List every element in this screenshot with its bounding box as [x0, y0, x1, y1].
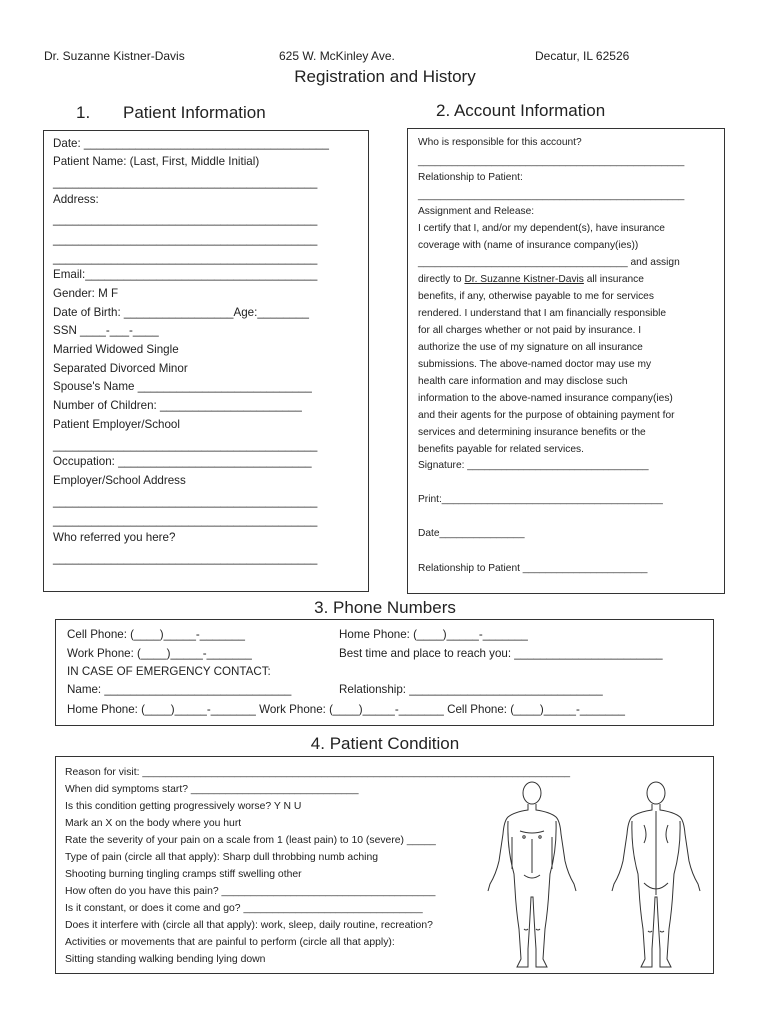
emergency-contact-label: IN CASE OF EMERGENCY CONTACT: — [67, 665, 271, 678]
employer-address-line-2[interactable]: _________________________________________ — [53, 514, 318, 527]
painful-activities-options[interactable]: Sitting standing walking bending lying down — [65, 954, 266, 965]
assignment-text-11: services and determining insurance benefits or the — [418, 427, 646, 438]
assignment-text-directly: directly to Dr. Suzanne Kistner-Davis all insurance — [418, 274, 644, 285]
section-1-number: 1. — [76, 103, 91, 122]
address-label: Address: — [53, 193, 99, 206]
condition-box — [55, 756, 714, 974]
account-info-box — [407, 128, 725, 594]
ssn-field[interactable]: SSN ____-___-____ — [53, 324, 159, 337]
marital-status-row-2[interactable]: Separated Divorced Minor — [53, 362, 188, 375]
phone-box — [55, 619, 714, 726]
employer-field[interactable]: _________________________________________ — [53, 439, 318, 452]
assignment-text-2: coverage with (name of insurance company(ies)) — [418, 240, 639, 251]
assignment-text-9: information to the above-named insurance company(ies) — [418, 393, 673, 404]
cell-phone-field[interactable]: Cell Phone: (____)_____-_______ — [67, 628, 245, 641]
employer-address-label: Employer/School Address — [53, 474, 186, 487]
address-line-3[interactable]: _________________________________________ — [53, 252, 318, 265]
office-address: 625 W. McKinley Ave. — [279, 49, 395, 63]
signature-field[interactable]: Signature: ________________________________ — [418, 460, 649, 471]
section-2-title: 2. Account Information — [436, 101, 606, 120]
referral-field[interactable]: _________________________________________ — [53, 552, 318, 565]
relationship-label: Relationship to Patient: — [418, 172, 523, 183]
responsible-field[interactable]: _______________________________________________ — [418, 156, 685, 167]
body-back-figure[interactable] — [608, 779, 704, 971]
progressively-worse-field[interactable]: Is this condition getting progressively worse? Y N U — [65, 801, 302, 812]
employer-label: Patient Employer/School — [53, 418, 180, 431]
assignment-text-12: benefits payable for related services. — [418, 444, 584, 455]
responsible-label: Who is responsible for this account? — [418, 137, 582, 148]
children-field[interactable]: Number of Children: ______________________ — [53, 399, 302, 412]
date-field[interactable]: Date: ______________________________________ — [53, 137, 329, 150]
address-line-2[interactable]: _________________________________________ — [53, 233, 318, 246]
occupation-field[interactable]: Occupation: ______________________________ — [53, 455, 312, 468]
address-line-1[interactable]: _________________________________________ — [53, 213, 318, 226]
painful-activities-label: Activities or movements that are painful to perform (circle all that apply): — [65, 937, 395, 948]
interference-field[interactable]: Does it interfere with (circle all that apply): work, sleep, daily routine, recreation? — [65, 920, 433, 931]
body-front-figure[interactable] — [484, 779, 580, 971]
insurance-company-field[interactable]: _____________________________________ and assign — [418, 257, 680, 268]
assignment-title: Assignment and Release: — [418, 206, 535, 217]
print-field[interactable]: Print:_______________________________________ — [418, 494, 663, 505]
referral-label: Who referred you here? — [53, 531, 176, 544]
pain-frequency-field[interactable]: How often do you have this pain? _____________________________________ — [65, 886, 436, 897]
spouse-name-field[interactable]: Spouse's Name ___________________________ — [53, 380, 312, 393]
section-3-title: 3. Phone Numbers — [314, 598, 456, 617]
pain-type-row-1[interactable]: Type of pain (circle all that apply): Sharp dull throbbing numb aching — [65, 852, 379, 863]
assignment-text-4: rendered. I understand that I am financially responsible — [418, 308, 667, 319]
constant-or-intermittent-field[interactable]: Is it constant, or does it come and go? _______________________________ — [65, 903, 423, 914]
relationship-field[interactable]: _______________________________________________ — [418, 190, 685, 201]
emergency-phones-field[interactable]: Home Phone: (____)_____-_______ Work Phone: (____)_____-_______ Cell Phone: (____)_____-_______ — [67, 703, 625, 716]
section-4-title: 4. Patient Condition — [310, 734, 460, 753]
employer-address-line-1[interactable]: _________________________________________ — [53, 495, 318, 508]
work-phone-field[interactable]: Work Phone: (____)_____-_______ — [67, 647, 252, 660]
doctor-name-underlined: Dr. Suzanne Kistner-Davis — [464, 274, 584, 285]
relationship-to-patient-field[interactable]: Relationship to Patient ______________________ — [418, 563, 648, 574]
section-1-title: Patient Information — [123, 103, 266, 122]
email-field[interactable]: Email:____________________________________ — [53, 268, 318, 281]
pain-severity-field[interactable]: Rate the severity of your pain on a scale from 1 (least pain) to 10 (severe) _____ — [65, 835, 436, 846]
best-time-field[interactable]: Best time and place to reach you: _______________________ — [339, 647, 663, 660]
assignment-text-7: submissions. The above-named doctor may use my — [418, 359, 652, 370]
assignment-text-5: for all charges whether or not paid by insurance. I — [418, 325, 642, 336]
assignment-text-10: and their agents for the purpose of obtaining payment for — [418, 410, 675, 421]
symptoms-start-field[interactable]: When did symptoms start? _____________________________ — [65, 784, 359, 795]
emergency-name-field[interactable]: Name: _____________________________ — [67, 683, 292, 696]
pain-type-row-2[interactable]: Shooting burning tingling cramps stiff swelling other — [65, 869, 302, 880]
doctor-name: Dr. Suzanne Kistner-Davis — [44, 49, 185, 63]
dob-age-field[interactable]: Date of Birth: _________________Age:________ — [53, 306, 309, 319]
mark-body-label: Mark an X on the body where you hurt — [65, 818, 242, 829]
marital-status-row-1[interactable]: Married Widowed Single — [53, 343, 179, 356]
office-city: Decatur, IL 62526 — [535, 49, 630, 63]
reason-for-visit-field[interactable]: Reason for visit: __________________________________________________________________________ — [65, 767, 571, 778]
assignment-text-1: I certify that I, and/or my dependent(s), have insurance — [418, 223, 665, 234]
patient-info-box — [43, 130, 369, 592]
assignment-text-6: authorize the use of my signature on all insurance — [418, 342, 643, 353]
patient-name-field[interactable]: _________________________________________ — [53, 176, 318, 189]
assignment-text-3: benefits, if any, otherwise payable to me for services — [418, 291, 654, 302]
emergency-relationship-field[interactable]: Relationship: ______________________________ — [339, 683, 603, 696]
date-signed-field[interactable]: Date_______________ — [418, 528, 525, 539]
patient-name-label: Patient Name: (Last, First, Middle Initial) — [53, 155, 260, 168]
assignment-text-8: health care information and may disclose such — [418, 376, 628, 387]
form-title: Registration and History — [294, 67, 476, 86]
home-phone-field[interactable]: Home Phone: (____)_____-_______ — [339, 628, 528, 641]
gender-field[interactable]: Gender: M F — [53, 287, 119, 300]
